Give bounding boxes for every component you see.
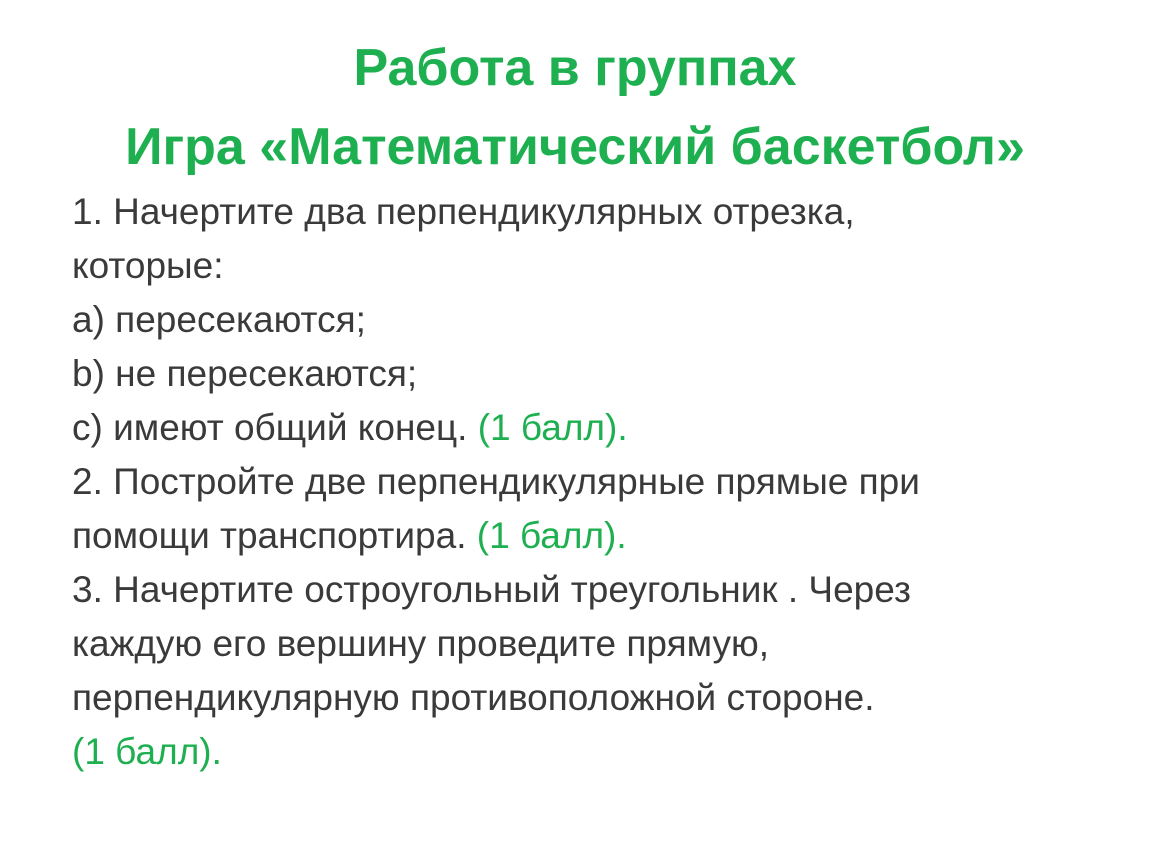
task-2-points: (1 балл). bbox=[476, 515, 627, 556]
task-1-line-2: которые: bbox=[72, 245, 224, 286]
task-1-points: (1 балл). bbox=[477, 407, 628, 448]
task-1-item-c: c) имеют общий конец. bbox=[72, 407, 468, 448]
task-1-line-1: 1. Начертите два перпендикулярных отрезка, bbox=[72, 191, 855, 232]
task-2-line-2-row bbox=[72, 509, 1132, 563]
slide-subtitle: Игра «Математический баскетбол» bbox=[125, 118, 1025, 176]
task-3-line-3: перпендикулярную противоположной стороне. bbox=[72, 677, 875, 718]
task-1-item-c-row bbox=[72, 401, 1132, 455]
task-3-points: (1 балл). bbox=[72, 731, 222, 772]
task-1-item-b: b) не пересекаются; bbox=[72, 353, 418, 394]
task-2-line-2: помощи транспортира. bbox=[72, 515, 467, 556]
task-list bbox=[72, 185, 1132, 779]
task-2-line-1: 2. Постройте две перпендикулярные прямые при bbox=[72, 461, 920, 502]
task-1-item-a: a) пересекаются; bbox=[72, 299, 366, 340]
task-3-line-1: 3. Начертите остроугольный треугольник . Через bbox=[72, 569, 911, 610]
task-3-line-2: каждую его вершину проведите прямую, bbox=[72, 623, 769, 664]
slide-title: Работа в группах bbox=[353, 39, 797, 97]
